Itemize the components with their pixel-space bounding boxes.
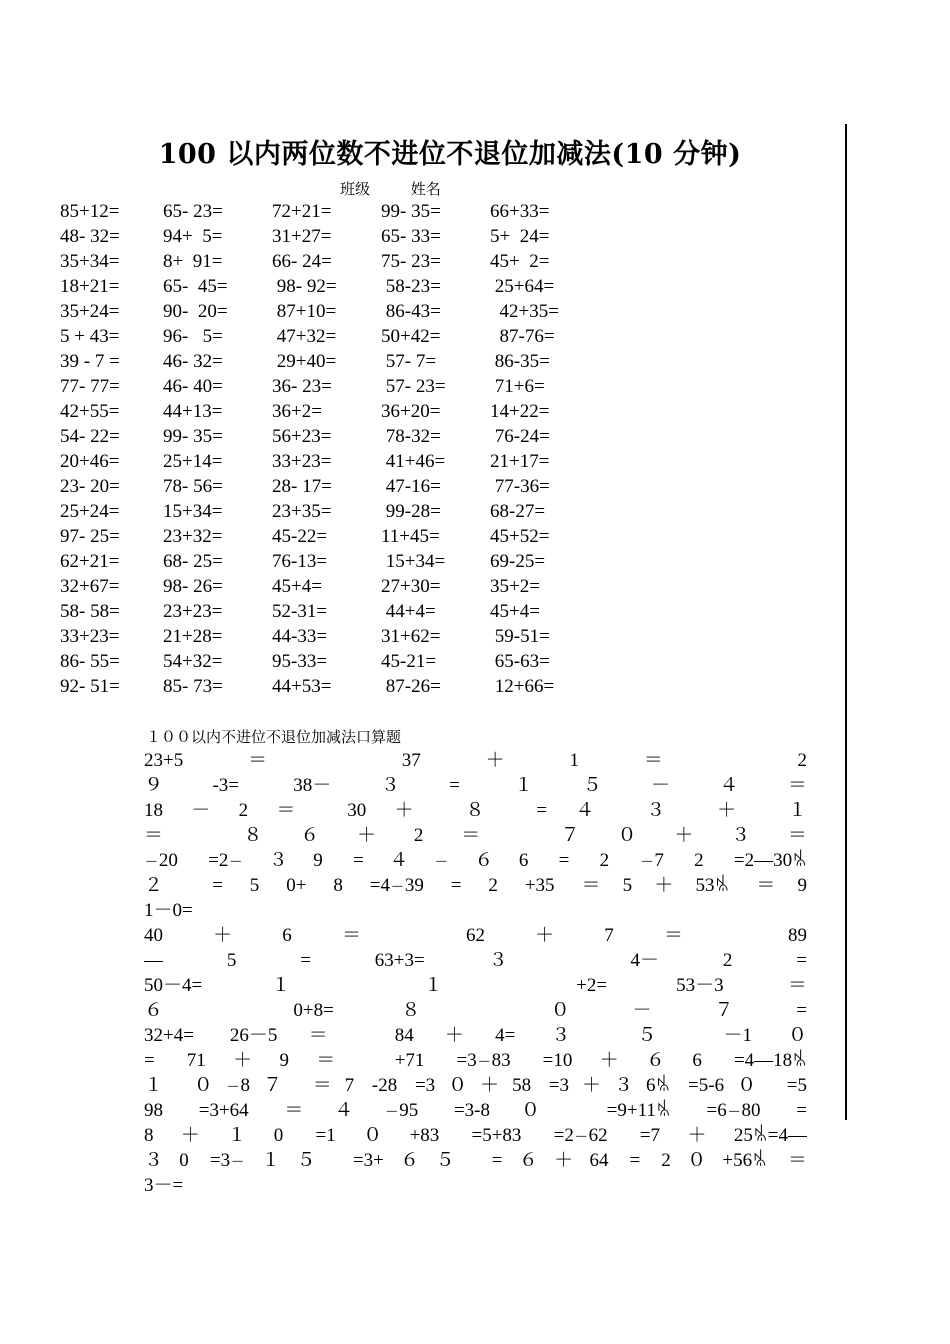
problem-cell: 57- 23= (381, 376, 446, 397)
problem-cell: 46- 40= (163, 376, 223, 397)
problem-cell: 44-33= (272, 626, 328, 647)
problem-cell: 65-63= (490, 651, 550, 672)
problem-cell: 31+27= (272, 226, 332, 247)
problem-cell: 54+32= (163, 651, 223, 672)
problem-cell: 41+46= (381, 451, 446, 472)
problem-cell: 86-35= (490, 351, 550, 372)
problem-cell: 47-16= (381, 476, 441, 497)
problem-cell: 21+17= (490, 451, 550, 472)
problem-line: 40＋6＝ 62＋7＝ 89 (144, 925, 807, 946)
problem-cell: 77- 77= (60, 376, 120, 397)
section2-problems (144, 748, 807, 1198)
problem-line: 1－0= (144, 900, 193, 921)
problem-cell: 42+55= (60, 401, 120, 422)
problem-cell: 28- 17= (272, 476, 332, 497)
problem-cell: 77-36= (490, 476, 550, 497)
problem-line: = 71＋9＝ +71 =3－83 =10＋６6 =4—18ꁰ (144, 1050, 807, 1071)
problem-cell: 56+23= (272, 426, 332, 447)
problem-line: 23+5＝ 37＋1＝ 2 (144, 750, 807, 771)
page-margin-rule (845, 124, 847, 1120)
problem-cell: 69-25= (490, 551, 546, 572)
problem-line: ６ 0+8= ８ ０－７= (144, 1000, 807, 1021)
problem-cell: 23- 20= (60, 476, 120, 497)
problem-cell: 14+22= (490, 401, 550, 422)
problem-cell: 52-31= (272, 601, 328, 622)
problem-cell: 23+35= (272, 501, 332, 522)
problem-cell: 58-23= (381, 276, 441, 297)
problem-cell: 48- 32= (60, 226, 120, 247)
problem-line: １ ０－8７ ＝7 -28 =3０＋58 =3＋３6ꁰ =5-6０ =5 (144, 1075, 807, 1096)
problem-cell: 45-21= (381, 651, 437, 672)
problem-cell: 25+14= (163, 451, 223, 472)
problem-cell: 94+ 5= (163, 226, 223, 247)
problem-cell: 32+67= (60, 576, 120, 597)
problem-cell: 98- 92= (272, 276, 337, 297)
problem-cell: 99- 35= (381, 201, 441, 222)
problem-cell: 95-33= (272, 651, 328, 672)
problem-cell: 75- 23= (381, 251, 441, 272)
problem-cell: 87-76= (490, 326, 555, 347)
problem-line: 8＋１0 =1０+83 =5+83 =2－62 =7＋25ꁰ=4— (144, 1125, 807, 1146)
problem-line: ２ = 5 0+ 8 =4－39 = 2 +35 ＝5＋53ꁰ ＝9 (144, 875, 807, 896)
problem-cell: 58- 58= (60, 601, 120, 622)
problem-cell: 87+10= (272, 301, 337, 322)
problem-cell: 25+24= (60, 501, 120, 522)
problem-cell: 44+13= (163, 401, 223, 422)
problem-cell: 76-24= (490, 426, 550, 447)
problem-cell: 86- 55= (60, 651, 120, 672)
problem-cell: 45+52= (490, 526, 550, 547)
problem-cell: 45+4= (490, 601, 540, 622)
problem-cell: 68-27= (490, 501, 546, 522)
problem-line: 18 － 2 ＝ 30 ＋ ８ = ４ ３ ＋ １ (144, 800, 807, 821)
problem-cell: 5+ 24= (490, 226, 550, 247)
problem-cell: 78-32= (381, 426, 441, 447)
problem-cell: 36+20= (381, 401, 441, 422)
problem-cell: 85- 73= (163, 676, 223, 697)
problem-line: ＝ ８６＋2＝ ７０＋３＝ (144, 825, 807, 846)
problem-cell: 15+34= (163, 501, 223, 522)
problem-cell: 92- 51= (60, 676, 120, 697)
problem-cell: 31+62= (381, 626, 441, 647)
problem-cell: 8+ 91= (163, 251, 223, 272)
problem-cell: 42+35= (490, 301, 559, 322)
problem-cell: 76-13= (272, 551, 328, 572)
problem-cell: 47+32= (272, 326, 337, 347)
problem-cell: 71+6= (490, 376, 545, 397)
problem-cell: 65- 45= (163, 276, 228, 297)
problem-line: －20 =2－３9 =４－６6 = 2 －7 2 =2—30ꁰ (144, 850, 807, 871)
problem-cell: 5 + 43= (60, 326, 120, 347)
problem-cell: 44+4= (381, 601, 436, 622)
problem-cell: 99- 35= (163, 426, 223, 447)
problem-cell: 72+21= (272, 201, 332, 222)
problem-cell: 66- 24= (272, 251, 332, 272)
problem-cell: 90- 20= (163, 301, 228, 322)
problem-cell: 33+23= (60, 626, 120, 647)
problem-cell: 99-28= (381, 501, 441, 522)
problem-cell: 35+2= (490, 576, 540, 597)
problem-cell: 27+30= (381, 576, 441, 597)
problem-cell: 85+12= (60, 201, 120, 222)
problem-cell: 36+2= (272, 401, 322, 422)
problem-cell: 18+21= (60, 276, 120, 297)
problem-cell: 86-43= (381, 301, 441, 322)
problem-cell: 65- 33= (381, 226, 441, 247)
problem-cell: 15+34= (381, 551, 446, 572)
problem-line: 50－4= １ １ +2= 53－3＝ (144, 975, 807, 996)
problem-cell: 62+21= (60, 551, 120, 572)
problem-cell: 78- 56= (163, 476, 223, 497)
student-info-bar (340, 178, 477, 199)
problem-cell: 44+53= (272, 676, 332, 697)
problem-cell: 50+42= (381, 326, 441, 347)
problem-cell: 46- 32= (163, 351, 223, 372)
problem-cell: 35+24= (60, 301, 120, 322)
problem-line: 3－= (144, 1175, 184, 1196)
problem-cell: 20+46= (60, 451, 120, 472)
problem-cell: 98- 26= (163, 576, 223, 597)
problem-cell: 33+23= (272, 451, 332, 472)
problem-cell: 54- 22= (60, 426, 120, 447)
problem-cell: 23+32= (163, 526, 223, 547)
worksheet-title: 100 以内两位数不进位不退位加减法(10 分钟) (158, 139, 742, 170)
problem-line: 98 =3+64 ＝４－95 =3-8０ =9+11ꁰ =6－80 = (144, 1100, 807, 1121)
problem-cell: 57- 7= (381, 351, 437, 372)
problem-cell: 68- 25= (163, 551, 223, 572)
problem-cell: 23+23= (163, 601, 223, 622)
problem-cell: 45-22= (272, 526, 328, 547)
section2-heading: １００以内不进位不退位加减法口算题 (146, 728, 402, 746)
name-label: 姓名 (410, 180, 441, 198)
problem-cell: 87-26= (381, 676, 441, 697)
class-label: 班级 (340, 180, 371, 198)
problem-cell: 36- 23= (272, 376, 332, 397)
problem-cell: 12+66= (490, 676, 555, 697)
problem-cell: 21+28= (163, 626, 223, 647)
problem-cell: 65- 23= (163, 201, 223, 222)
problem-cell: 45+ 2= (490, 251, 550, 272)
problem-cell: 97- 25= (60, 526, 120, 547)
problem-cell: 66+33= (490, 201, 550, 222)
problem-cell: 96- 5= (163, 326, 223, 347)
problem-cell: 59-51= (490, 626, 550, 647)
problem-line: ３0 =3－１５ =3+６５ =６＋64 = 2０+56ꁰ ＝ (144, 1150, 807, 1171)
problem-line: ９-3= 38－３= １５－４＝ (144, 775, 807, 796)
problem-cell: 45+4= (272, 576, 322, 597)
problem-cell: 29+40= (272, 351, 337, 372)
problem-line: — 5 = 63+3= ３ 4－ 2 = (144, 950, 807, 971)
problem-cell: 25+64= (490, 276, 555, 297)
problem-cell: 11+45= (381, 526, 440, 547)
problem-line: 32+4= 26－5＝ 84＋4= ３ ５ －1 ０ (144, 1025, 807, 1046)
problem-cell: 35+34= (60, 251, 120, 272)
problem-cell: 39 - 7 = (60, 351, 120, 372)
